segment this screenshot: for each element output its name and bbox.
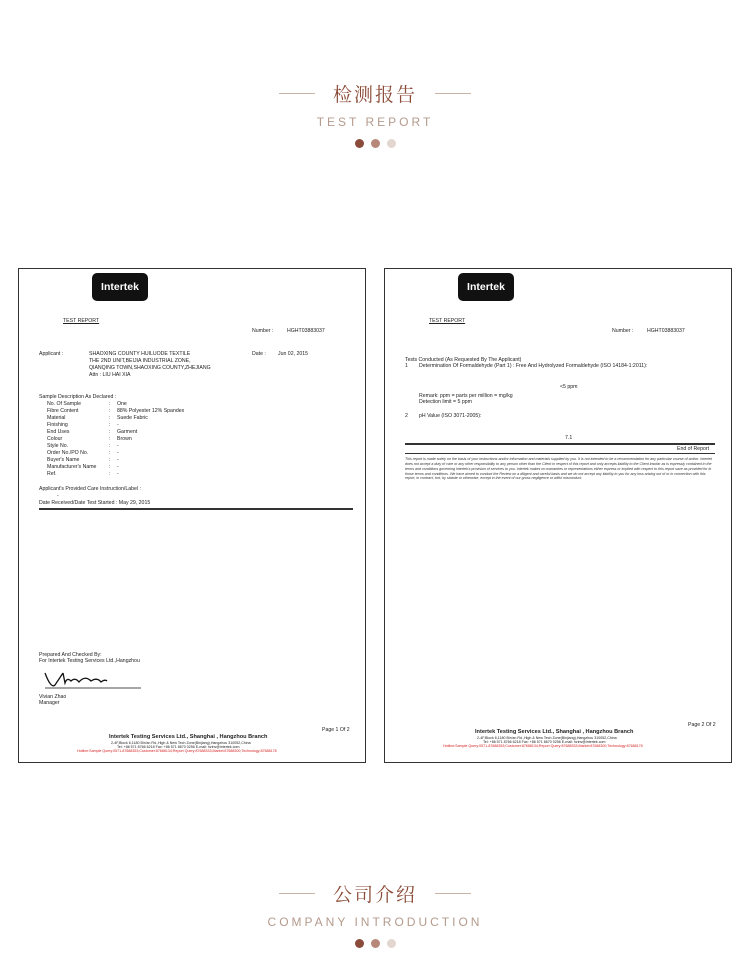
dot-dark — [355, 139, 364, 148]
sample-heading: Sample Description As Declared : — [39, 394, 117, 400]
field-value: 88% Polyester 12% Spandex — [117, 408, 185, 415]
title-right-rule — [435, 893, 471, 894]
field-sep: : — [109, 464, 111, 471]
report-heading: TEST REPORT — [429, 318, 466, 324]
report-page-2 — [384, 268, 732, 763]
title-right-rule — [435, 93, 471, 94]
applicant-label: Applicant : — [39, 351, 64, 357]
footer-hotline: Hotline:Sample Query:0571-87688353;Customer:87688134;Report Query:87688333;Market:87688300;Technology:87688178 — [77, 749, 277, 753]
applicant-line-3: QIANQING TOWN,SHAOXING COUNTY,ZHEJIANG — [89, 365, 211, 371]
test-1-number: 1 — [405, 363, 408, 369]
footer-company: Intertek Testing Services Ltd., Shanghai , Hangzhou Branch — [109, 734, 268, 740]
field-sep: : — [109, 450, 111, 457]
field-sep: : — [109, 401, 111, 407]
signature — [41, 667, 146, 691]
applicant-attn: Attn : LIU HAI XIA — [89, 372, 131, 378]
section-subtitle: COMPANY INTRODUCTION — [267, 915, 483, 929]
detection-limit: Detection limit = 5 ppm — [419, 399, 472, 405]
section-subtitle: TEST REPORT — [316, 115, 434, 129]
field-key: Fibre Content — [47, 408, 79, 415]
field-sep: : — [109, 408, 111, 415]
section-title: 检测报告 — [332, 84, 417, 106]
field-key: Ref. — [47, 471, 57, 478]
test-2-number: 2 — [405, 413, 408, 419]
footer-tel: Tel: +86 571 8766 6218 Fax: +86 571 8670 0256 E-mail: hzinv@intertek.com — [483, 740, 606, 744]
field-value: Garment — [117, 429, 138, 436]
care-value: - — [57, 493, 59, 499]
field-value: - — [117, 471, 119, 478]
field-value: One — [117, 401, 127, 407]
field-key: No. Of Sample — [47, 401, 82, 407]
number-label: Number : — [252, 328, 274, 334]
results-divider — [405, 443, 715, 445]
company-intro-section-header — [0, 880, 750, 948]
number-label: Number : — [612, 328, 634, 334]
field-key: Buyer's Name — [47, 457, 80, 464]
field-sep: : — [109, 471, 111, 478]
disclaimer-text: This report is made solely on the basis of your instructions and/or information and materials supplied by you. It is not intended to be a recommendation for any particular course of action. Intertek does not accept a duty of care or any other responsibility to any person other than the Client in respect of this report and only accepts liability to the Client insofar as is expressly contained in the terms and conditions governing Intertek's provision of services to you. Intertek makes no warranties or representations either express or implied with respect to this report save as provided for in those terms and conditions. We have aimed to conduct the Review on a diligent and careful basis and we do not accept any liability to you for any loss arising out of or in connection with this report, in contract, tort, by statute or otherwise, except in the event of our gross negligence or wilful misconduct. — [405, 457, 713, 481]
date-received: Date Received/Date Test Started : May 29, 2015 — [39, 500, 151, 506]
remark: Remark: ppm = parts per million = mg/kg — [419, 393, 513, 399]
footer-address: 2-4F,Block 6,1180 Bin'an Rd.,High & New Tech Zone(Binjiang),Hangzhou 310052,China — [477, 736, 617, 740]
field-value: Suede Fabric — [117, 415, 148, 422]
applicant-line-2: THE 2ND UNIT,BEIJIA INDUSTRIAL ZONE, — [89, 358, 191, 364]
footer-company: Intertek Testing Services Ltd., Shanghai , Hangzhou Branch — [475, 729, 634, 735]
field-sep: : — [109, 457, 111, 464]
report-page-1 — [18, 268, 366, 763]
field-key: Order No./PO No. — [47, 450, 89, 457]
field-value: - — [117, 457, 119, 464]
test-report-section-header — [0, 80, 750, 148]
field-key: Material — [47, 415, 66, 422]
number-value: HGHT03883037 — [647, 328, 685, 334]
test-2-result: 7.1 — [565, 435, 573, 441]
field-sep: : — [109, 415, 111, 422]
title-left-rule — [279, 93, 315, 94]
field-sep: : — [109, 443, 111, 450]
signer-title: Manager — [39, 700, 60, 706]
test-1-name: Determination Of Formaldehyde (Part 1) : Free And Hydrolyzed Formaldehyde (ISO 14184-1:2011): — [419, 363, 648, 369]
section-dots — [0, 939, 750, 948]
field-value: - — [117, 443, 119, 450]
footer-hotline: Hotline:Sample Query:0571-87688353;Customer:87688134;Report Query:87688333;Market:87688300;Technology:87688178 — [443, 744, 643, 748]
field-value: - — [117, 450, 119, 457]
intertek-logo: Intertek — [92, 273, 148, 301]
dot-mid — [371, 939, 380, 948]
page-number: Page 1 Of 2 — [322, 727, 350, 733]
footer-address: 2-4F,Block 6,1180 Bin'an Rd.,High & New Tech Zone(Binjiang),Hangzhou 310052,China — [111, 741, 251, 745]
prepared-org: For Intertek Testing Services Ltd.,Hangzhou — [39, 658, 140, 664]
signer-name: Vivian Zhao — [39, 694, 67, 700]
date-label: Date : — [252, 351, 266, 357]
section-divider — [39, 508, 353, 510]
care-label: Applicant's Provided Care Instruction/Label : — [39, 486, 141, 492]
page-number: Page 2 Of 2 — [688, 722, 716, 728]
section-title-row — [0, 80, 750, 107]
section-title-row — [0, 880, 750, 907]
dot-dark — [355, 939, 364, 948]
report-heading: TEST REPORT — [63, 318, 100, 324]
tests-heading: Tests Conducted (As Requested By The Applicant) — [405, 357, 522, 363]
intertek-logo: Intertek — [458, 273, 514, 301]
end-of-report: End of Report — [677, 446, 710, 452]
dot-mid — [371, 139, 380, 148]
field-key: Colour — [47, 436, 63, 443]
field-key: Manufacturer's Name — [47, 464, 97, 471]
field-value: Brown — [117, 436, 132, 443]
title-left-rule — [279, 893, 315, 894]
field-key: Finishing — [47, 422, 68, 429]
field-sep: : — [109, 436, 111, 443]
field-sep: : — [109, 429, 111, 436]
test-1-result: <5 ppm — [560, 384, 578, 390]
section-dots — [0, 139, 750, 148]
section-title: 公司介绍 — [332, 884, 417, 906]
dot-light — [387, 139, 396, 148]
date-value: Jun 02, 2015 — [278, 351, 308, 357]
number-value: HGHT03883037 — [287, 328, 325, 334]
field-sep: : — [109, 422, 111, 429]
field-key: End Uses — [47, 429, 70, 436]
dot-light — [387, 939, 396, 948]
end-divider — [405, 453, 715, 454]
applicant-line-1: SHAOXING COUNTY HUILUODE TEXTILE — [89, 351, 191, 357]
field-key: Style No. — [47, 443, 69, 450]
field-value: - — [117, 422, 119, 429]
sample-fields — [47, 401, 184, 478]
footer-tel: Tel: +86 571 8766 6218 Fax: +86 571 8670 0256 E-mail: hzinv@intertek.com — [117, 745, 240, 749]
test-2-name: pH Value (ISO 3071-2005): — [419, 413, 482, 419]
field-value: - — [117, 464, 119, 471]
prepared-by: Prepared And Checked By: — [39, 652, 102, 658]
